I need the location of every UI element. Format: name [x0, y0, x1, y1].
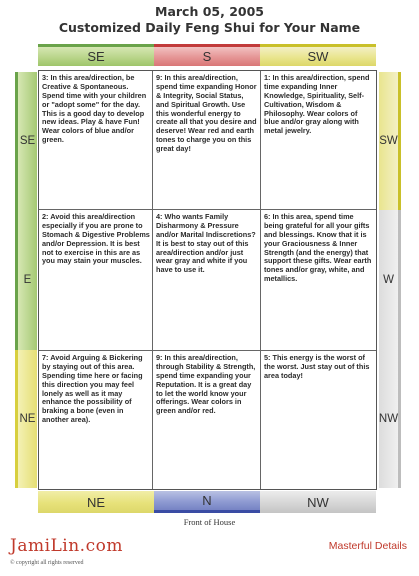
band-left-se: SE — [15, 72, 37, 210]
cell-west: 6: In this area, spend time being grateful for all your gifts and blessings. Know that it is your Graciousness & Inner Strength (and the energy) that support these gifts. Wear earth tones and/or gray, white, and metallics. — [264, 212, 372, 284]
cell-southwest: 1: In this area/direction, spend time expanding Inner Knowledge, Spirituality, Self-Cultivation, Wisdom & Philosophy. Wear colors of blue and/or gray along with metal jewelry. — [264, 73, 370, 136]
band-left-ne: NE — [15, 350, 37, 488]
cell-center: 4: Who wants Family Disharmony & Pressure and/or Marital Indiscretions? It is best to stay out of this area/direction and/or just wear gray and white if you have to use it. — [156, 212, 256, 275]
cell-southeast: 3: In this area/direction, be Creative & Spontaneous. Spend time with your children or "adopt some" for the day. This is a good day to develop new ideas. Play & have Fun! Wear colors of blue and/or green. — [42, 73, 147, 145]
band-right-sw: SW — [379, 72, 401, 210]
chart-title: Customized Daily Feng Shui for Your Name — [58, 20, 361, 35]
band-top-sw: SW — [260, 44, 376, 66]
masterful-details-label: Masterful Details — [328, 540, 407, 552]
band-bottom-nw: NW — [260, 491, 376, 513]
band-top-se: SE — [38, 44, 154, 66]
chart-date: March 05, 2005 — [155, 4, 264, 19]
band-left-e: E — [15, 210, 37, 350]
cell-northeast: 7: Avoid Arguing & Bickering by staying out of this area. Spending time here or facing this direction you may feel lonely as well as it may enhance the possibility of braking a bone (even in another area). — [42, 353, 143, 425]
site-logo: JamiLin.com — [10, 536, 123, 556]
front-of-house-label: Front of House — [183, 517, 236, 527]
band-right-w: W — [379, 210, 401, 350]
band-bottom-ne: NE — [38, 491, 154, 513]
band-top-s: S — [154, 44, 260, 66]
bagua-grid — [38, 70, 377, 490]
cell-northwest: 5: This energy is the worst of the worst. Just stay out of this area today! — [264, 353, 370, 380]
cell-south: 9: In this area/direction, spend time expanding Honor & Integrity, Social Status, and Spiritual Growth. Use this wonderful energy to create all that you desire and deserve! Wear red and earth tones to charge you on this great day! — [156, 73, 257, 154]
cell-east: 2: Avoid this area/direction especially if you are prone to Stomach & Digestive Problems and/or Depression. It is best not to exercise in this are as you may stain your muscles. — [42, 212, 150, 266]
copyright-text: © copyright all rights reserved — [10, 560, 84, 566]
band-bottom-n: N — [154, 491, 260, 513]
cell-north: 9: In this area/direction, through Stability & Strength, spend time expanding your Reputation. It is a great day to let the world know your offerings. Wear colors in green and/or red. — [156, 353, 256, 416]
band-right-nw: NW — [379, 350, 401, 488]
